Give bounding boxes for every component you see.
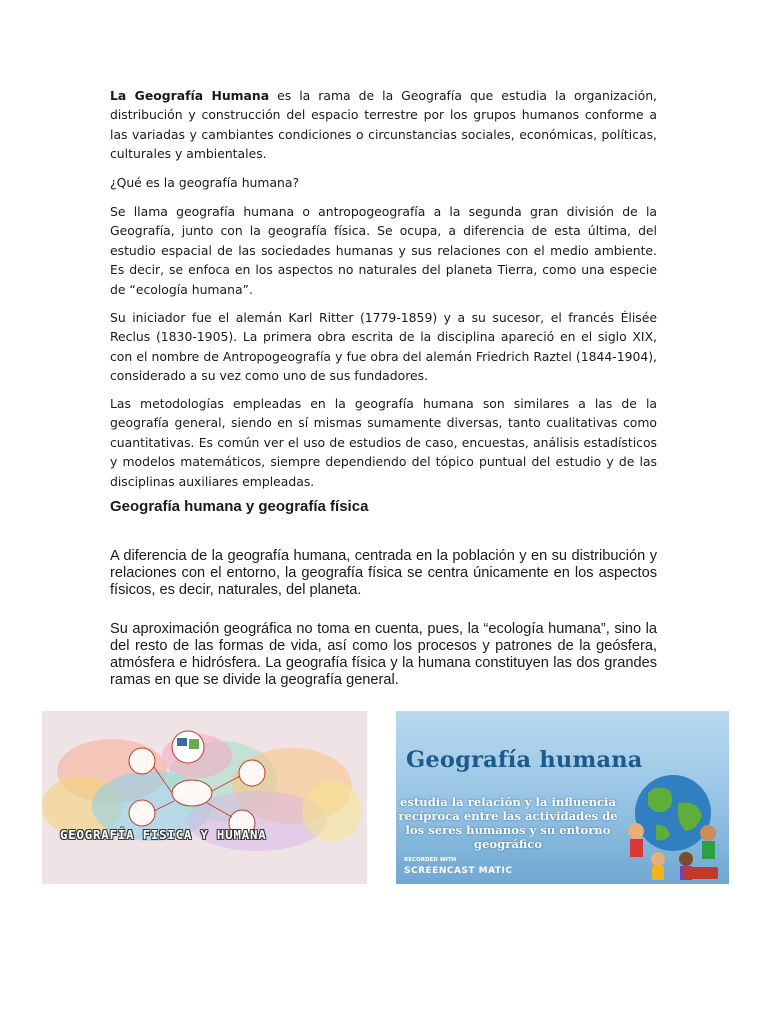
globe-with-children-icon [618, 763, 726, 881]
intro-rest: es la rama de la Geografía que estudia la organización, distribución y construcción del espacio terrestre por los grupos humanos conforme a las variadas y cambiantes condiciones o circunstancias sociales, económicas, políticas, culturales y ambientales. [110, 88, 657, 162]
body-paragraph: Su iniciador fue el alemán Karl Ritter (1779-1859) y a su sucesor, el francés Élisée Reclus (1830-1905). La primera obra escrita de la disciplina apareció en el siglo XIX, con el nombre de Antropogeografía y fue obra del alemán Friedrich Raztel (1844-1904), considerado a su vez como uno de sus fundadores. [110, 310, 657, 384]
intro-block [110, 86, 657, 164]
paragraph-3-block [110, 394, 657, 491]
question-text: ¿Qué es la geografía humana? [110, 175, 300, 190]
intro-paragraph [110, 86, 657, 164]
banner-subtitle: estudia la relación y la influencia recíproca entre las actividades de los seres humanos y su entorno geográfico [398, 795, 618, 851]
recorded-with-label: RECORDED WITH [404, 857, 457, 863]
section-paragraph: Su aproximación geográfica no toma en cuenta, pues, la “ecología humana”, sino la del resto de las formas de vida, así como los procesos y patrones de la geósfera, atmósfera e hidrósfera. La geografía física y la humana constituyen las dos grandes ramas en que se divide la geografía general. [110, 621, 657, 688]
geografia-humana-image [396, 711, 729, 884]
body-paragraph: Se llama geografía humana o antropogeografía a la segunda gran división de la Geografía, junto con la geografía física. Se ocupa, a diferencia de esta última, del estudio espacial de las sociedades humanas y sus relaciones con el medio ambiente. Es decir, se enfoca en los aspectos no naturales del planeta Tierra, como una especie de “ecología humana”. [110, 204, 657, 297]
paragraph-1-block [110, 202, 657, 299]
body-paragraph: Las metodologías empleadas en la geografía humana son similares a las de la geografía general, siendo en sí mismas sumamente diversas, tanto cualitativas como cuantitativas. Es común ver el uso de estudios de caso, encuestas, análisis estadísticos y modelos matemáticos, siempre dependiendo del tópico puntual del estudio y de las disciplinas auxiliares empleadas. [110, 396, 657, 489]
question-block [110, 173, 657, 192]
mind-map-illustration [42, 711, 367, 884]
section-heading: Geografía humana y geografía física [110, 498, 369, 515]
section-paragraph-1-block [110, 548, 657, 599]
section-paragraph-2-block [110, 621, 657, 689]
section-paragraph: A diferencia de la geografía humana, centrada en la población y en su distribución y relaciones con el entorno, la geografía física se centra únicamente en los aspectos físicos, es decir, naturales, del planeta. [110, 548, 657, 598]
intro-bold-lead: La Geografía Humana [110, 88, 270, 103]
geografia-fisica-humana-image [42, 711, 367, 884]
paragraph-2-block [110, 308, 657, 386]
image-caption: GEOGRAFÍA FISICA Y HUMANA [60, 827, 267, 842]
screencast-brand-label: SCREENCAST MATIC [404, 866, 513, 876]
banner-title: Geografía humana [406, 747, 643, 773]
